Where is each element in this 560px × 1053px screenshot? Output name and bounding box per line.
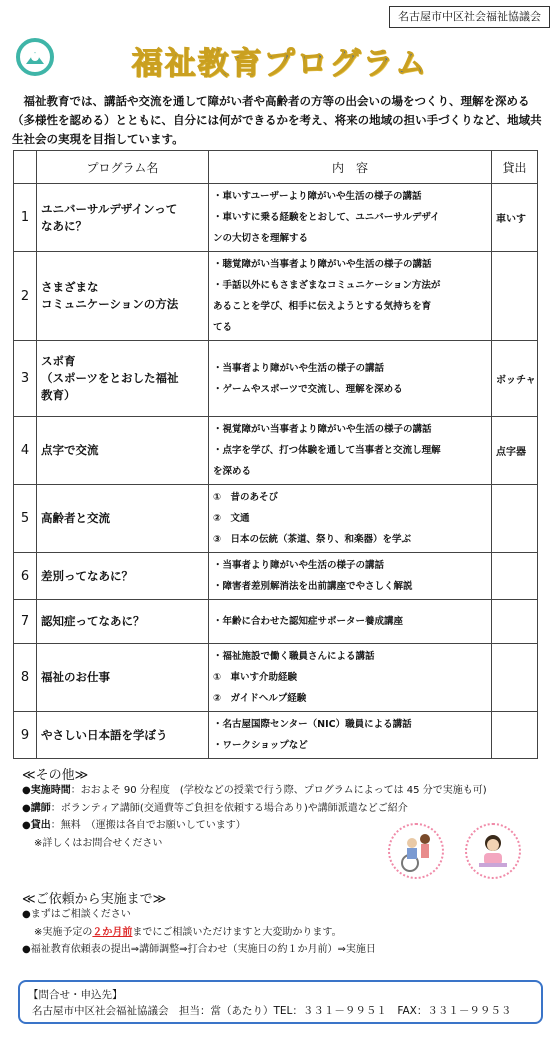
table-row bbox=[14, 252, 538, 341]
lend-item bbox=[492, 485, 538, 553]
flow-section-title: ≪ご依頼から実施まで≫ bbox=[22, 892, 167, 907]
program-content bbox=[209, 553, 492, 600]
teacher-illustration-icon bbox=[465, 823, 521, 879]
program-name: 高齢者と交流 bbox=[37, 485, 209, 553]
table-row bbox=[14, 341, 538, 417]
flow-line-2-post: までにご相談いただけますと大変助かります。 bbox=[132, 926, 342, 938]
logo-icon bbox=[14, 36, 56, 78]
program-content bbox=[209, 600, 492, 644]
note-line: ※詳しくはお問合せください bbox=[34, 837, 163, 849]
content-line: てる bbox=[213, 322, 233, 333]
program-content bbox=[209, 485, 492, 553]
program-name: スポ育 （スポーツをとおした福祉 教育） bbox=[37, 341, 209, 417]
row-number: 5 bbox=[14, 485, 37, 553]
flow-section bbox=[22, 906, 542, 959]
program-content bbox=[209, 712, 492, 759]
lend-item bbox=[492, 553, 538, 600]
time-line bbox=[22, 782, 542, 800]
content-line: ① 車いす介助経験 bbox=[213, 672, 298, 683]
lend-item: ボッチャ bbox=[492, 341, 538, 417]
lecturer-line bbox=[22, 800, 542, 818]
program-name: さまざまな コミュニケーションの方法 bbox=[37, 252, 209, 341]
content-line: ・手話以外にもさまざまなコミュニケーション方法が bbox=[213, 280, 441, 291]
table-row bbox=[14, 485, 538, 553]
row-number: 8 bbox=[14, 644, 37, 712]
time-text: ：おおよそ 90 分程度 (学校などの授業で行う際、プログラムによっては 45 分で実施も可) bbox=[70, 785, 487, 796]
program-name: 差別ってなあに？ bbox=[37, 553, 209, 600]
table-row bbox=[14, 712, 538, 759]
header-program-name: プログラム名 bbox=[37, 151, 209, 184]
wheelchair-illustration-icon bbox=[388, 823, 444, 879]
intro-text: 福祉教育では、講話や交流を通して障がい者や高齢者の方等の出会いの場をつくり、理解を深める（多様性を認める）とともに、自分には何ができるかを考え、将来の地域の担い手づくりなど、地域共生社会の実現を目指しています。 bbox=[12, 94, 542, 146]
content-line: ・名古屋国際センター（NIC）職員による講話 bbox=[213, 719, 412, 730]
content-line: ・当事者より障がいや生活の様子の講話 bbox=[213, 362, 385, 374]
lecturer-text: ：ボランティア講師(交通費等ご負担を依頼する場合あり)や講師派遣などご紹介 bbox=[50, 802, 408, 814]
row-number: 2 bbox=[14, 252, 37, 341]
contact-line: 名古屋市中区社会福祉協議会 担当：當（あたり）TEL：３３１－９９５１ FAX：３３１－９９５３ bbox=[32, 1005, 512, 1017]
program-name: ユニバーサルデザインって なあに？ bbox=[37, 184, 209, 252]
flow-line-2 bbox=[22, 924, 542, 942]
flow-line-3: ●福祉教育依頼表の提出⇒講師調整⇒打合わせ（実施日の約１か月前）⇒実施日 bbox=[22, 944, 376, 955]
page-title: 福祉教育プログラム bbox=[131, 46, 429, 82]
content-line: ③ 日本の伝統（茶道、祭り、和楽器）を学ぶ bbox=[213, 534, 412, 545]
content-line: ① 昔のあそび bbox=[213, 492, 279, 503]
deadline-highlight: ２か月前 bbox=[92, 926, 133, 938]
row-number: 9 bbox=[14, 712, 37, 759]
lend-item: 点字器 bbox=[492, 417, 538, 485]
lend-item bbox=[492, 252, 538, 341]
content-line: ンの大切さを理解する bbox=[213, 233, 309, 244]
row-number: 1 bbox=[14, 184, 37, 252]
table-row bbox=[14, 553, 538, 600]
contact-box bbox=[18, 980, 543, 1024]
program-content bbox=[209, 417, 492, 485]
lend-item bbox=[492, 712, 538, 759]
program-name: 福祉のお仕事 bbox=[37, 644, 209, 712]
row-number: 7 bbox=[14, 600, 37, 644]
program-name: 認知症ってなあに？ bbox=[37, 600, 209, 644]
program-name: 点字で交流 bbox=[37, 417, 209, 485]
lecturer-label: ●講師 bbox=[22, 802, 51, 814]
lend-item bbox=[492, 600, 538, 644]
lend-item bbox=[492, 644, 538, 712]
program-content bbox=[209, 184, 492, 252]
table-row bbox=[14, 644, 538, 712]
row-number: 4 bbox=[14, 417, 37, 485]
other-section bbox=[22, 782, 542, 852]
row-number: 3 bbox=[14, 341, 37, 417]
content-line: ・年齢に合わせた認知症サポーター養成講座 bbox=[213, 616, 404, 627]
lend-item: 車いす bbox=[492, 184, 538, 252]
flow-line-1: ●まずはご相談ください bbox=[22, 909, 131, 920]
lend-label: ●貸出 bbox=[22, 820, 51, 831]
content-line: ・ワークショップなど bbox=[213, 740, 308, 751]
header-num bbox=[14, 151, 37, 184]
content-line: ・点字を学び、打つ体験を通して当事者と交流し理解 bbox=[213, 445, 441, 456]
time-label: ●実施時間 bbox=[22, 785, 71, 796]
content-line: を深める bbox=[213, 466, 252, 477]
content-line: ・聴覚障がい当事者より障がいや生活の様子の講話 bbox=[213, 259, 432, 270]
lend-line bbox=[22, 817, 542, 835]
program-table bbox=[13, 150, 538, 759]
content-line: ・ゲームやスポーツで交流し、理解を深める bbox=[213, 383, 403, 395]
content-line: ・車いすに乗る経験をとおして、ユニバーサルデザイ bbox=[213, 212, 440, 223]
content-line: ・障害者差別解消法を出前講座でやさしく解説 bbox=[213, 581, 413, 592]
program-name: やさしい日本語を学ぼう bbox=[37, 712, 209, 759]
content-line: ② 文通 bbox=[213, 513, 250, 524]
content-line: ・車いすユーザーより障がいや生活の様子の講話 bbox=[213, 191, 422, 202]
table-header-row bbox=[14, 151, 538, 184]
other-section-title: ≪その他≫ bbox=[22, 768, 89, 783]
org-name-box: 名古屋市中区社会福祉協議会 bbox=[389, 6, 550, 28]
table-row bbox=[14, 184, 538, 252]
row-number: 6 bbox=[14, 553, 37, 600]
content-line: ② ガイドヘルプ経験 bbox=[213, 693, 307, 704]
contact-heading: 【問合せ・申込先】 bbox=[28, 989, 123, 1001]
program-content bbox=[209, 252, 492, 341]
content-line: ・視覚障がい当事者より障がいや生活の様子の講話 bbox=[213, 424, 432, 435]
flow-line-2-pre: ※実施予定の bbox=[34, 926, 93, 938]
content-line: あることを学び、相手に伝えようとする気持ちを育 bbox=[213, 301, 432, 312]
header-content: 内 容 bbox=[209, 151, 492, 184]
program-content bbox=[209, 644, 492, 712]
program-content bbox=[209, 341, 492, 417]
lend-text: ：無料 （運搬は各自でお願いしています） bbox=[50, 820, 246, 831]
header-lend: 貸出 bbox=[492, 151, 538, 184]
table-row bbox=[14, 600, 538, 644]
table-row bbox=[14, 417, 538, 485]
content-line: ・当事者より障がいや生活の様子の講話 bbox=[213, 560, 385, 571]
content-line: ・福祉施設で働く職員さんによる講話 bbox=[213, 651, 375, 662]
